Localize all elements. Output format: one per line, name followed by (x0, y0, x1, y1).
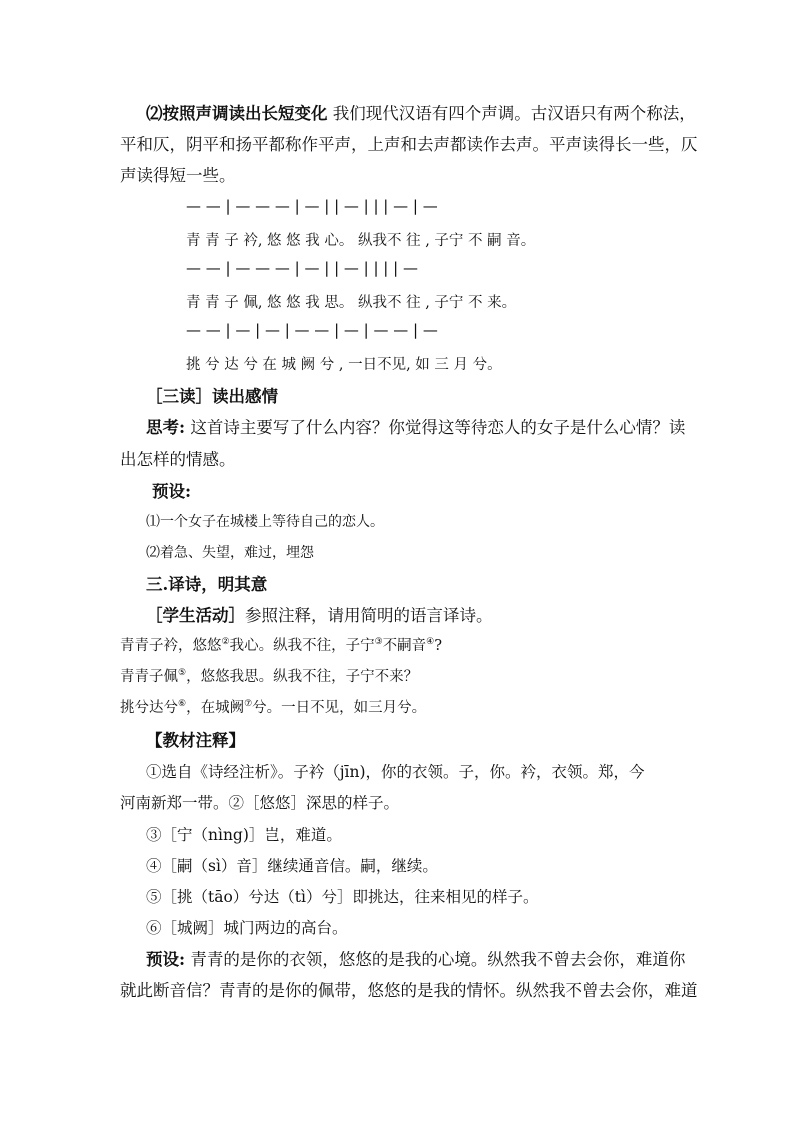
tone-row-1: — — | — — — | — | | — | | | — | — (186, 197, 438, 215)
note-ref: ⑥ (178, 699, 187, 710)
poem-text: 青青子衿，悠悠 (120, 638, 222, 654)
final-preset-line2: 就此断音信？青青的是你的佩带，悠悠的是我的情怀。纵然我不曾去会你，难道 (120, 981, 698, 1000)
think-line2: 出怎样的情感。 (120, 450, 236, 469)
think-line1 (146, 414, 685, 438)
activity-text: 参照注释，请用简明的语言译诗。 (245, 606, 493, 625)
poem-read-line-1: 青 青 子 衿, 悠 悠 我 心。 纵我不 往 , 子宁 不 嗣 音。 (186, 233, 536, 249)
activity-label: ［学生活动］ (146, 606, 245, 625)
poem-text: ? (434, 638, 443, 654)
poem-annotated-line-1 (120, 634, 442, 655)
paragraph-lead: ⑵按照声调读出长短变化 (146, 104, 328, 123)
note-ref: ⑦ (244, 699, 253, 710)
note-6: ⑥［城阙］城门两边的高台。 (146, 919, 348, 937)
note-1a: ①选自《诗经注析》。子衿（jīn)，你的衣领。子，你。衿，衣领。郑，今 (146, 763, 645, 781)
note-ref: ⑤ (178, 668, 187, 679)
note-ref: ④ (426, 637, 435, 648)
final-preset-text: 青青的是你的衣领，悠悠的是我的心境。纵然我不曾去会你，难道你 (190, 950, 686, 969)
note-1b: 河南新郑一带。②［悠悠］深思的样子。 (120, 794, 400, 812)
preset-item-1: ⑴一个女子在城楼上等待自己的恋人。 (146, 514, 384, 530)
final-preset-line1 (146, 946, 685, 970)
poem-text: 不嗣音 (382, 638, 427, 654)
poem-text: ，悠悠我思。纵我不往，子宁不来？ (186, 669, 419, 685)
poem-annotated-line-2 (120, 665, 418, 686)
think-label: 思考: (146, 418, 186, 437)
preset-item-2: ⑵着急、失望，难过，埋怨 (146, 545, 314, 561)
poem-text: 挑兮达兮 (120, 700, 178, 716)
notes-heading: 【教材注释】 (146, 731, 245, 750)
final-preset-label: 预设: (146, 950, 186, 969)
paragraph-text: 我们现代汉语有四个声调。古汉语只有两个称法， (332, 104, 696, 123)
poem-read-line-3: 挑 兮 达 兮 在 城 阙 兮 , 一日不见, 如 三 月 兮。 (186, 357, 502, 373)
poem-annotated-line-3 (120, 696, 426, 717)
preset-label: 预设: (152, 482, 192, 501)
section-heading-three-read: ［三读］读出感情 (146, 387, 278, 406)
note-5: ⑤［挑（tāo）兮达（tì）兮］即挑达，往来相见的样子。 (146, 888, 539, 906)
paragraph-tone-line2: 平和仄，阴平和扬平都称作平声，上声和去声都读作去声。平声读得长一些，仄 (120, 135, 698, 154)
note-ref: ③ (374, 637, 383, 648)
poem-text: 青青子佩 (120, 669, 178, 685)
poem-text: ，在城阙 (186, 700, 245, 716)
tone-row-3: — — | — | — | — — | — | — — | — (186, 321, 438, 339)
note-3: ③［宁（nìng)］岂，难道。 (146, 826, 342, 844)
poem-read-line-2: 青 青 子 佩, 悠 悠 我 思。 纵我不 往 , 子宁 不 来。 (186, 295, 517, 311)
paragraph-tone-line1 (146, 100, 696, 124)
poem-text: 兮。一日不见，如三月兮。 (252, 700, 427, 716)
think-text: 这首诗主要写了什么内容？你觉得这等待恋人的女子是什么心情？读 (190, 418, 686, 437)
paragraph-tone-line3: 声读得短一些。 (120, 166, 236, 185)
poem-text: 我心。纵我不往，子宁 (229, 638, 375, 654)
note-ref: ② (221, 637, 230, 648)
student-activity (146, 602, 493, 626)
section-heading-translate: 三.译诗，明其意 (146, 575, 268, 594)
note-4: ④［嗣（sì）音］继续通音信。嗣，继续。 (146, 857, 438, 875)
tone-row-2: — — | — — — | — | | — | | | | — (186, 259, 418, 277)
